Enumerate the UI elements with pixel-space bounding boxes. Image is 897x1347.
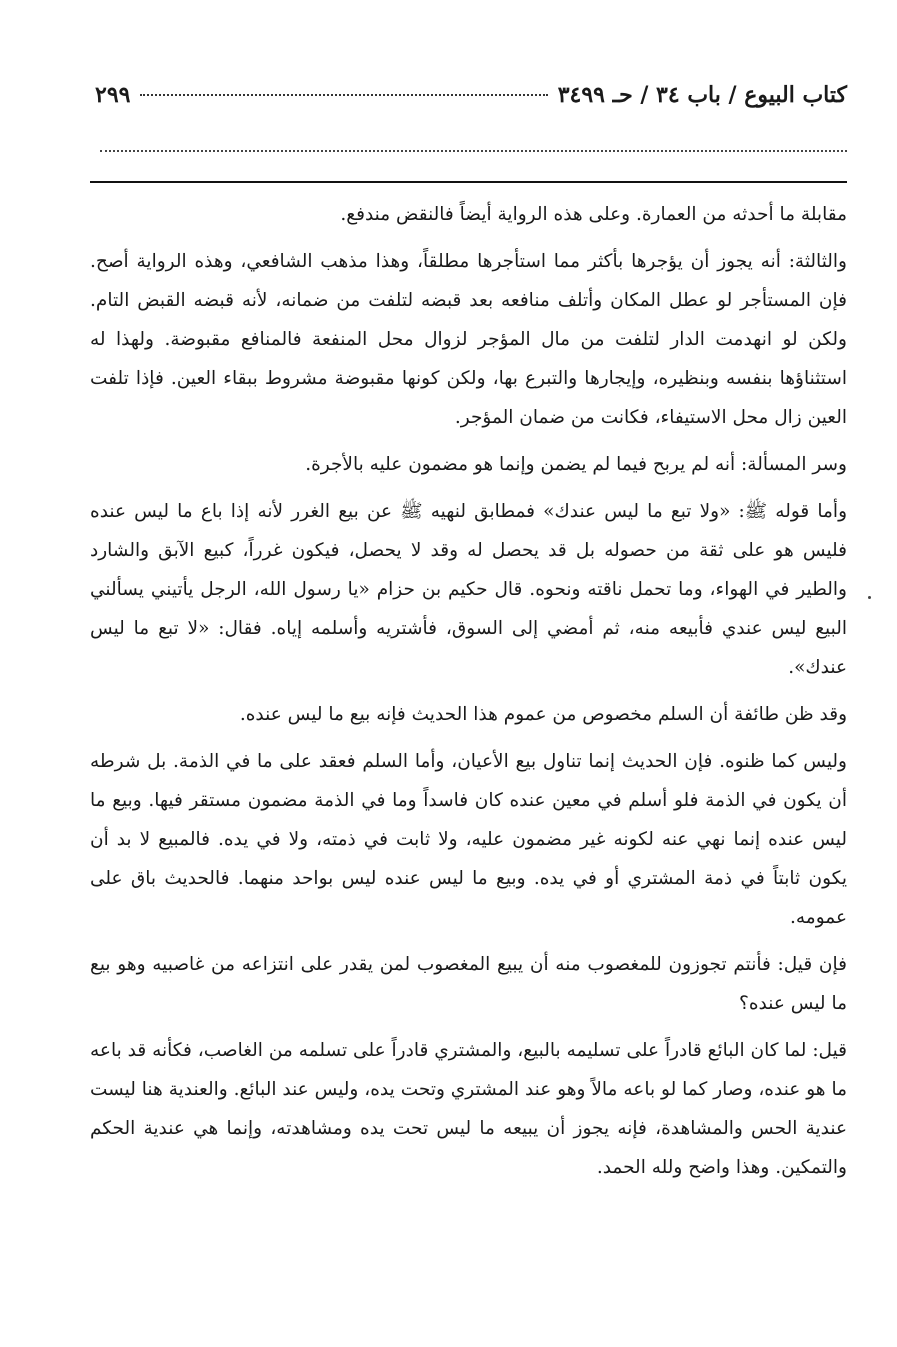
paragraph-refutation: وليس كما ظنوه. فإن الحديث إنما تناول بيع الأعيان، وأما السلم فعقد على ما في الذمة. بل شرطه أن يكون في الذمة فلو أسلم في معين عنده كان فاسداً وما في الذمة مضمون مستقر فيها. وبيع ما ليس عنده إنما نهي عنه لكونه غير مضمون عليه، ولا ثابت في ذمته، ولا في يده. فالمبيع لا بد أن يكون ثابتاً في ذمة المشتري أو في يده. وبيع ما ليس عنده ليس بواحد منهما. فالحديث باق على عمومه. — [90, 751, 847, 928]
header-rule — [90, 181, 847, 183]
dotted-divider — [100, 150, 847, 152]
header-dot-leader — [140, 94, 547, 96]
paragraph-secret-of-issue: وسر المسألة: أنه لم يربح فيما لم يضمن وإنما هو مضمون عليه بالأجرة. — [305, 454, 847, 475]
header-title: كتاب البيوع / باب ٣٤ / حـ ٣٤٩٩ — [557, 82, 847, 108]
paragraph-third-narration: والثالثة: أنه يجوز أن يؤجرها بأكثر مما استأجرها مطلقاً، وهذا مذهب الشافعي، وهذه الرواية أصح. فإن المستأجر لو عطل المكان وأتلف منافعه بعد قبضه لتلفت من ضمانه، لأنه قبضه القبض التام. ولكن لو انهدمت الدار لتلفت من مال المؤجر لزوال محل المنفعة فالمنافع مقبوضة. ولهذا له استثناؤها بنفسه وبنظيره، وإيجارها والتبرع بها، ولكن كونها مقبوضة مشروط ببقاء العين. فإذا تلفت العين زال محل الاستيفاء، فكانت من ضمان المؤجر. — [90, 251, 847, 428]
paragraph-hadith: وأما قوله ﷺ: «ولا تبع ما ليس عندك» فمطابق لنهيه ﷺ عن بيع الغرر لأنه إذا باع ما ليس عنده فليس هو على ثقة من حصوله بل قد يحصل له وقد لا يحصل، فيكون غرراً، كبيع الآبق والشارد والطير في الهواء، وما تحمل ناقته ونحوه. قال حكيم بن حزام «يا رسول الله، الرجل يأتيني يسألني البيع ليس عندي فأبيعه منه، ثم أمضي إلى السوق، فأشتريه وأسلمه إياه. فقال: «لا تبع ما ليس عندك». — [90, 501, 847, 678]
running-header — [95, 82, 847, 118]
body-text — [90, 195, 847, 1195]
margin-speck — [868, 596, 871, 599]
paragraph-answer: قيل: لما كان البائع قادراً على تسليمه بالبيع، والمشتري قادراً على تسلمه من الغاصب، فكأنه قد باعه ما هو عنده، وصار كما لو باعه مالاً وهو عند المشتري وتحت يده، وليس عند البائع. والعندية هنا ليست عندية الحس والمشاهدة، فإنه يجوز أن يبيعه ما ليس تحت يده ومشاهدته، وإنما هي عندية الحكم والتمكين. وهذا واضح ولله الحمد. — [90, 1040, 847, 1178]
paragraph-question: فإن قيل: فأنتم تجوزون للمغصوب منه أن يبيع المغصوب لمن يقدر على انتزاعه من غاصبيه وهو بيع ما ليس عنده؟ — [90, 954, 847, 1014]
paragraph-continuation: مقابلة ما أحدثه من العمارة. وعلى هذه الرواية أيضاً فالنقض مندفع. — [340, 204, 847, 225]
paragraph-salam-opinion: وقد ظن طائفة أن السلم مخصوص من عموم هذا الحديث فإنه بيع ما ليس عنده. — [239, 704, 847, 725]
page-number: ٢٩٩ — [95, 82, 131, 108]
